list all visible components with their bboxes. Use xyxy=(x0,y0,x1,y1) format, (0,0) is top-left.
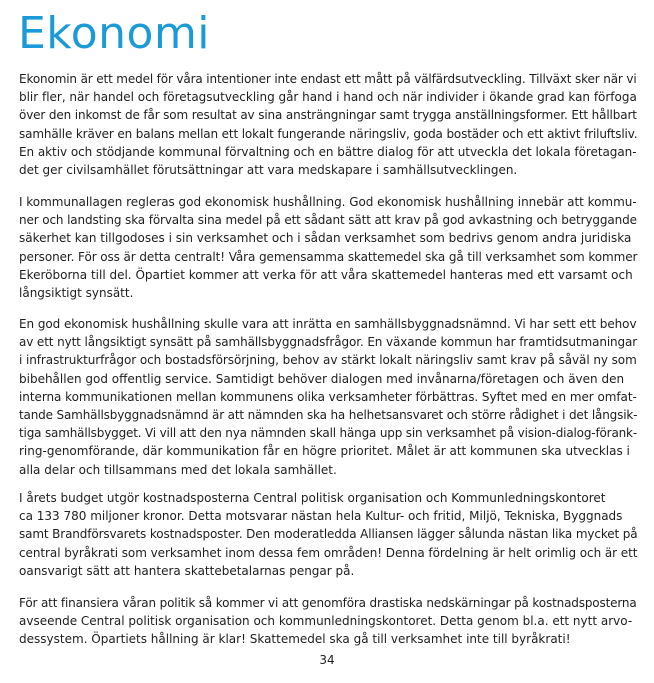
text-line: samt Brandförsvarets kostnadsposter. Den moderatledda Alliansen lägger sålunda nästan lika mycket på xyxy=(19,527,638,542)
text-line: I årets budget utgör kostnadsposterna Central politisk organisation och Kommunledningskontoret xyxy=(19,491,606,505)
text-line: alla delar och tillsammans med det lokala samhället. xyxy=(19,462,337,477)
text-line: personer. För oss är detta centralt! Våra gemensamma skattemedel ska gå till verksamhet som kommer xyxy=(19,249,638,264)
paragraph-budget xyxy=(19,489,637,580)
text-line: oansvarigt sätt att hantera skattebetalarnas pengar på. xyxy=(19,563,355,578)
paragraph-intro xyxy=(19,70,637,179)
page-number: 34 xyxy=(319,653,335,667)
text-line: samhälle kräver en balans mellan ett lokalt fungerande näringsliv, goda bostäder och ett aktivt friluftsliv. xyxy=(19,126,638,141)
text-line: I kommunallagen regleras god ekonomisk hushållning. God ekonomisk hushållning innebär att kommu- xyxy=(19,195,637,209)
text-line: ring-genomförande, där kommunikation får en högre prioritet. Målet är att kommunen ska utvecklas i xyxy=(19,444,630,459)
text-line: Ekonomin är ett medel för våra intentioner inte endast ett mått på välfärdsutveckling. Tillväxt sker när vi xyxy=(19,72,637,86)
text-line: bibehållen god offentlig service. Samtidigt behöver dialogen med invånarna/företagen och även den xyxy=(19,371,625,386)
text-line: ca 133 780 miljoner kronor. Detta motsvarar nästan hela Kultur- och fritid, Miljö, Tekniska, Byggnads xyxy=(19,509,623,524)
text-line: det ger civilsamhället förutsättningar att vara medskapare i samhällsutvecklingen. xyxy=(19,163,518,178)
text-line: blir fler, när handel och företagsutveckling går hand i hand och när individer i ökande grad kan förfoga xyxy=(19,90,637,105)
text-line: ner och landsting ska förvalta sina medel på ett sådant sätt att krav på god avkastning och betryggande xyxy=(19,213,637,228)
text-line: långsiktigt synsätt. xyxy=(19,286,134,301)
text-line: dessystem. Öpartiets hållning är klar! Skattemedel ska gå till verksamhet inte till byråkrati! xyxy=(19,632,571,647)
paragraph-finansiering xyxy=(19,594,637,649)
paragraph-samhallsbyggnadsnamnd xyxy=(19,315,637,479)
page-title: Ekonomi xyxy=(18,8,211,59)
text-line: av ett nytt långsiktigt synsätt på samhällsbyggnadsfrågor. En växande kommun har framtidsutmaningar xyxy=(19,335,638,350)
text-line: Ekeröborna till del. Öpartiet kommer att verka för att våra skattemedel hanteras med ett varsamt och xyxy=(19,267,633,282)
text-line: tiga samhällsbygget. Vi vill att den nya nämnden skall hänga upp sin verksamhet på vision-dialog-förank- xyxy=(19,426,637,441)
text-line: avseende Central politisk organisation och kommunledningskontoret. Detta genom bl.a. ett nytt arvo- xyxy=(19,614,633,629)
text-line: i infrastrukturfrågor och bostadsförsörjning, behov av stärkt lokalt näringsliv samt krav på såväl ny som xyxy=(19,353,637,368)
text-line: över den inkomst de får som resultat av sina ansträngningar samt trygga anställningsformer. Ett hållbart xyxy=(19,108,637,123)
text-line: En god ekonomisk hushållning skulle vara att inrätta en samhällsbyggnadsnämnd. Vi har sett ett behov xyxy=(19,317,637,331)
text-line: tande Samhällsbyggnadsnämnd är att nämnden ska ha helhetsansvaret och större rådighet i det långsik- xyxy=(19,408,638,423)
text-line: För att finansiera våran politik så kommer vi att genomföra drastiska nedskärningar på kostnadsposterna xyxy=(19,596,637,610)
text-line: säkerhet kan tillgodoses i sin verksamhet och i sådan verksamhet som bedrivs genom andra juridiska xyxy=(19,231,632,246)
text-line: En aktiv och stödjande kommunal förvaltning och en bättre dialog för att utveckla det lokala företagan- xyxy=(19,144,637,159)
text-line: interna kommunikationen mellan kommunens olika verksamheter förbättras. Syftet med en mer omfat- xyxy=(19,389,637,404)
paragraph-kommunallagen xyxy=(19,193,637,302)
text-line: central byråkrati som verksamhet inom dessa fem områden! Denna fördelning är helt orimlig och är ett xyxy=(19,545,638,560)
